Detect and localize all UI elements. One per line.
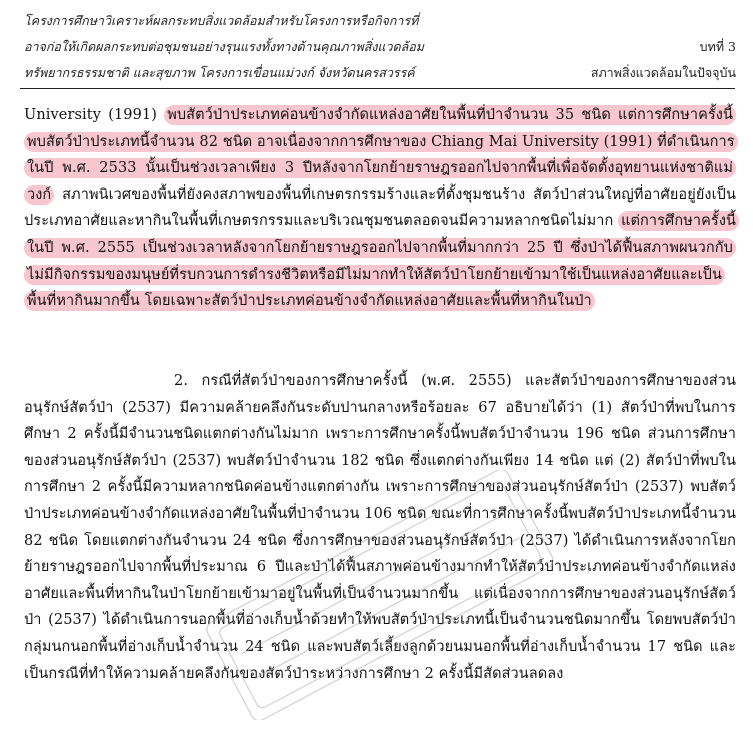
chapter-label: บทที่ 3: [699, 39, 736, 54]
paragraph-2-text: 2. กรณีที่สัตว์ป่าของการศึกษาครั้งนี้ (พ.ศ. 2555) และสัตว์ป่าของการศึกษาของส่วนอนุรักษ์สัตว์ป่า (2537) มีความคล้ายคลึงกันระดับปานกลางหรือร้อยละ 67 อธิบายได้ว่า (1) สัตว์ป่าที่พบในการศึกษา 2 ครั้งนี้มีจำนวนชนิดแตกต่างกันไม่มาก เพราะการศึกษาครั้งนี้พบสัตว์ป่าจำนวน 196 ชนิด ส่วนการศึกษาของส่วนอนุรักษ์สัตว์ป่า (2537) พบสัตว์ป่าจำนวน 182 ชนิด ซึ่งแตกต่างกันเพียง 14 ชนิด แต่ (2) สัตว์ป่าที่พบในการศึกษา 2 ครั้งนี้มีความหลากชนิดค่อนข้างแตกต่างกัน เพราะการศึกษาของส่วนอนุรักษ์สัตว์ป่า (2537) พบสัตว์ป่าประเภทค่อนข้างจำกัดแหล่งอาศัยในพื้นที่ป่าจำนวน 106 ชนิด ขณะที่การศึกษาครั้งนี้พบสัตว์ป่าประเภทนี้จำนวน 82 ชนิด โดยแตกต่างกันจำนวน 24 ชนิด ซึ่งการศึกษาของส่วนอนุรักษ์สัตว์ป่า (2537) ได้ดำเนินการหลังจากโยกย้ายราษฎรออกไปจากพื้นที่ประมาณ 6 ปีและป่าได้ฟื้นสภาพค่อนข้างมากทำให้สัตว์ป่าประเภทค่อนข้างจำกัดแหล่งอาศัยและพื้นที่หากินในป่าโยกย้ายเข้ามาอยู่ในพื้นที่เป็นจำนวนมากขึ้น แต่เนื่องจากการศึกษาของส่วนอนุรักษ์สัตว์ป่า (2537) ได้ดำเนินการนอกพื้นที่อ่างเก็บน้ำด้วยทำให้พบสัตว์ป่าประเภทนี้เป็นจำนวนชนิดมากขึ้น โดยพบสัตว์ป่ากลุ่มนกนอกพื้นที่อ่างเก็บน้ำจำนวน 24 ชนิด และพบสัตว์เลี้ยงลูกด้วยนมนอกพื้นที่อ่างเก็บน้ำจำนวน 17 ชนิด และเป็นกรณีที่ทำให้ความคล้ายคลึงกันของสัตว์ป่าระหว่างการศึกษา 2 ครั้งนี้มีสัดส่วนลดลง: [24, 373, 736, 682]
project-title-block: [24, 8, 424, 86]
paragraph-2: [24, 368, 736, 687]
header-divider: [20, 88, 735, 89]
chapter-block: [591, 34, 736, 86]
highlight-1: พบสัตว์ป่าประเภทค่อนข้างจำกัดแหล่งอาศัยในพื้นที่ป่าจำนวน 35 ชนิด แต่การศึกษาครั้งนี้พบสัตว์ป่าประเภทนี้จำนวน 82 ชนิด อาจเนื่องจากการศึกษาของ Chiang Mai University (1991) ที่ดำเนินการในปี พ.ศ. 2533 นั้นเป็นช่วงเวลาเพียง 3 ปีหลังจากโยกย้ายราษฎรออกไปจากพื้นที่เพื่อจัดตั้งอุทยานแห่งชาติแม่วงก์: [24, 105, 738, 205]
paragraph-1-text-a: University (1991): [24, 107, 165, 123]
paragraph-1-text-b: สภาพนิเวศของพื้นที่ยังคงสภาพของพื้นที่เกษตรกรรมร้างและที่ตั้งชุมชนร้าง สัตว์ป่าส่วนใหญ่ที่อาศัยอยู่ยังเป็นประเภทอาศัยและหากินในพื้นที่เกษตรกรรมและบริเวณชุมชนตลอดจนมีความหลากชนิดไม่มาก: [24, 186, 736, 230]
project-title-line-2: อาจก่อให้เกิดผลกระทบต่อชุมชนอย่างรุนแรงทั้งทางด้านคุณภาพสิ่งแวดล้อม: [24, 39, 425, 54]
project-title-line-1: โครงการศึกษาวิเคราะห์ผลกระทบสิ่งแวดล้อมสำหรับโครงการหรือกิจการที่: [24, 13, 419, 28]
highlight-2: แต่การศึกษาครั้งนี้ในปี พ.ศ. 2555 เป็นช่วงเวลาหลังจากโยกย้ายราษฎรออกไปจากพื้นที่มากกว่า 25 ปี ซึ่งป่าได้ฟื้นสภาพผนวกกับไม่มีกิจกรรมของมนุษย์ที่รบกวนการดำรงชีวิตหรือมีไม่มากทำให้สัตว์ป่าโยกย้ายเข้ามาใช้เป็นแหล่งอาศัยและเป็นพื้นที่หากินมากขึ้น โดยเฉพาะสัตว์ป่าประเภทค่อนข้างจำกัดแหล่งอาศัยและพื้นที่หากินในป่า: [24, 211, 739, 311]
project-title-line-3: ทรัพยากรธรรมชาติ และสุขภาพ โครงการเขื่อนแม่วงก์ จังหวัดนครสวรรค์: [24, 65, 415, 80]
section-label: สภาพสิ่งแวดล้อมในปัจจุบัน: [590, 65, 736, 80]
paragraph-1: [24, 102, 736, 315]
page-header: [24, 8, 736, 86]
